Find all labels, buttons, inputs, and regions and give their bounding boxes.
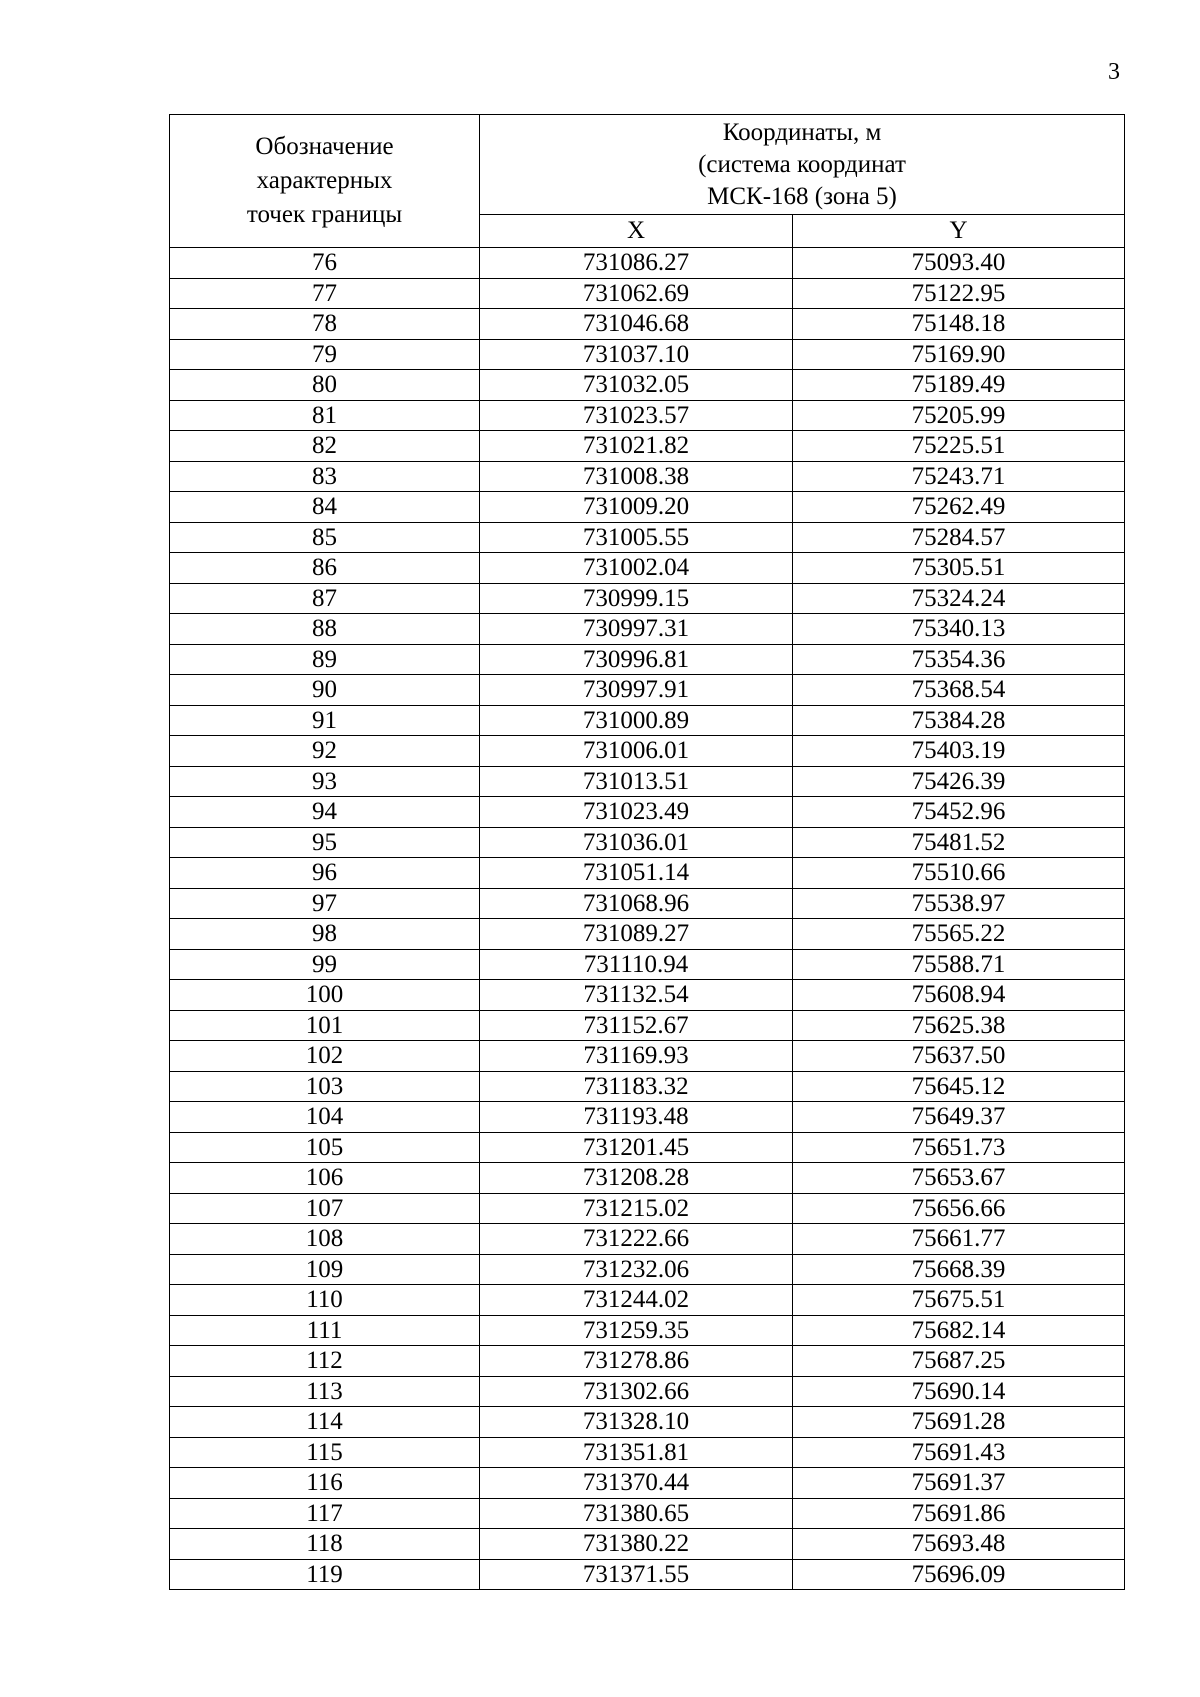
page-number: 3 — [1108, 59, 1120, 85]
point-number-cell: 106 — [170, 1163, 480, 1194]
y-coordinate-cell: 75122.95 — [793, 278, 1125, 309]
x-coordinate-cell: 731370.44 — [480, 1468, 793, 1499]
x-coordinate-cell: 731046.68 — [480, 309, 793, 340]
table-row — [170, 553, 1125, 584]
table-row — [170, 1071, 1125, 1102]
y-coordinate-cell: 75354.36 — [793, 644, 1125, 675]
table-row — [170, 614, 1125, 645]
point-number-cell: 78 — [170, 309, 480, 340]
y-coordinate-cell: 75324.24 — [793, 583, 1125, 614]
x-coordinate-cell: 731302.66 — [480, 1376, 793, 1407]
table-row — [170, 766, 1125, 797]
x-coordinate-cell: 730997.91 — [480, 675, 793, 706]
point-number-cell: 96 — [170, 858, 480, 889]
point-number-cell: 117 — [170, 1498, 480, 1529]
x-coordinate-cell: 731380.65 — [480, 1498, 793, 1529]
x-coordinate-cell: 731023.57 — [480, 400, 793, 431]
y-coordinate-cell: 75284.57 — [793, 522, 1125, 553]
y-coordinate-cell: 75656.66 — [793, 1193, 1125, 1224]
point-number-cell: 90 — [170, 675, 480, 706]
point-number-cell: 87 — [170, 583, 480, 614]
point-number-cell: 95 — [170, 827, 480, 858]
point-number-cell: 112 — [170, 1346, 480, 1377]
point-number-cell: 77 — [170, 278, 480, 309]
y-coordinate-cell: 75384.28 — [793, 705, 1125, 736]
point-number-cell: 93 — [170, 766, 480, 797]
y-coordinate-cell: 75169.90 — [793, 339, 1125, 370]
y-coordinate-cell: 75691.37 — [793, 1468, 1125, 1499]
y-coordinate-cell: 75693.48 — [793, 1529, 1125, 1560]
x-coordinate-cell: 731208.28 — [480, 1163, 793, 1194]
y-coordinate-cell: 75653.67 — [793, 1163, 1125, 1194]
point-number-cell: 98 — [170, 919, 480, 950]
table-row — [170, 1285, 1125, 1316]
x-coordinate-cell: 731008.38 — [480, 461, 793, 492]
y-coordinate-cell: 75538.97 — [793, 888, 1125, 919]
x-coordinate-cell: 731215.02 — [480, 1193, 793, 1224]
y-coordinate-cell: 75403.19 — [793, 736, 1125, 767]
table-row — [170, 1407, 1125, 1438]
coordinates-table — [169, 114, 1125, 1590]
table-row — [170, 1437, 1125, 1468]
x-coordinate-cell: 731244.02 — [480, 1285, 793, 1316]
x-coordinate-cell: 731193.48 — [480, 1102, 793, 1133]
point-number-cell: 99 — [170, 949, 480, 980]
point-number-cell: 88 — [170, 614, 480, 645]
table-row — [170, 1193, 1125, 1224]
x-coordinate-cell: 731183.32 — [480, 1071, 793, 1102]
point-number-cell: 86 — [170, 553, 480, 584]
x-coordinate-cell: 730996.81 — [480, 644, 793, 675]
table-row — [170, 736, 1125, 767]
x-coordinate-cell: 731013.51 — [480, 766, 793, 797]
designation-header-line: точек границы — [246, 201, 403, 228]
point-number-cell: 115 — [170, 1437, 480, 1468]
point-number-cell: 89 — [170, 644, 480, 675]
table-row — [170, 1346, 1125, 1377]
designation-header-line: характерных — [256, 167, 393, 194]
point-number-cell: 79 — [170, 339, 480, 370]
y-coordinate-cell: 75205.99 — [793, 400, 1125, 431]
x-coordinate-cell: 731371.55 — [480, 1559, 793, 1590]
y-coordinate-cell: 75696.09 — [793, 1559, 1125, 1590]
coordinates-header-line: МСК-168 (зона 5) — [707, 182, 897, 210]
y-coordinate-cell: 75675.51 — [793, 1285, 1125, 1316]
y-coordinate-cell: 75426.39 — [793, 766, 1125, 797]
y-coordinate-cell: 75668.39 — [793, 1254, 1125, 1285]
x-coordinate-cell: 731278.86 — [480, 1346, 793, 1377]
y-coordinate-cell: 75645.12 — [793, 1071, 1125, 1102]
x-coordinate-cell: 731021.82 — [480, 431, 793, 462]
point-number-cell: 83 — [170, 461, 480, 492]
x-coordinate-cell: 731068.96 — [480, 888, 793, 919]
table-row — [170, 797, 1125, 828]
x-coordinate-cell: 731006.01 — [480, 736, 793, 767]
point-number-cell: 114 — [170, 1407, 480, 1438]
x-coordinate-cell: 731222.66 — [480, 1224, 793, 1255]
point-number-cell: 113 — [170, 1376, 480, 1407]
point-number-cell: 84 — [170, 492, 480, 523]
y-coordinate-cell: 75093.40 — [793, 248, 1125, 279]
point-number-cell: 111 — [170, 1315, 480, 1346]
point-number-cell: 94 — [170, 797, 480, 828]
table-row — [170, 827, 1125, 858]
x-coordinate-cell: 730997.31 — [480, 614, 793, 645]
y-coordinate-cell: 75189.49 — [793, 370, 1125, 401]
y-coordinate-cell: 75368.54 — [793, 675, 1125, 706]
x-coordinate-cell: 731110.94 — [480, 949, 793, 980]
x-coordinate-cell: 731328.10 — [480, 1407, 793, 1438]
table-row — [170, 400, 1125, 431]
table-row — [170, 370, 1125, 401]
x-coordinate-cell: 731351.81 — [480, 1437, 793, 1468]
table-row — [170, 919, 1125, 950]
y-coordinate-cell: 75682.14 — [793, 1315, 1125, 1346]
y-coordinate-cell: 75481.52 — [793, 827, 1125, 858]
y-coordinate-cell: 75691.43 — [793, 1437, 1125, 1468]
x-coordinate-cell: 731132.54 — [480, 980, 793, 1011]
point-number-cell: 119 — [170, 1559, 480, 1590]
y-coordinate-cell: 75687.25 — [793, 1346, 1125, 1377]
point-number-cell: 82 — [170, 431, 480, 462]
y-coordinate-cell: 75305.51 — [793, 553, 1125, 584]
point-number-cell: 104 — [170, 1102, 480, 1133]
table-row — [170, 309, 1125, 340]
point-number-cell: 100 — [170, 980, 480, 1011]
y-coordinate-cell: 75340.13 — [793, 614, 1125, 645]
table-row — [170, 1163, 1125, 1194]
table-row — [170, 1559, 1125, 1590]
y-coordinate-cell: 75649.37 — [793, 1102, 1125, 1133]
point-number-cell: 110 — [170, 1285, 480, 1316]
x-coordinate-cell: 731232.06 — [480, 1254, 793, 1285]
table-header — [170, 115, 1125, 248]
y-coordinate-cell: 75608.94 — [793, 980, 1125, 1011]
table-body — [170, 248, 1125, 1590]
table-row — [170, 1041, 1125, 1072]
x-coordinate-cell: 731201.45 — [480, 1132, 793, 1163]
y-coordinate-cell: 75690.14 — [793, 1376, 1125, 1407]
table-row — [170, 1315, 1125, 1346]
point-number-cell: 109 — [170, 1254, 480, 1285]
point-number-cell: 103 — [170, 1071, 480, 1102]
table-row — [170, 339, 1125, 370]
x-coordinate-cell: 731086.27 — [480, 248, 793, 279]
point-number-cell: 92 — [170, 736, 480, 767]
point-number-cell: 116 — [170, 1468, 480, 1499]
point-number-cell: 108 — [170, 1224, 480, 1255]
x-coordinate-cell: 731051.14 — [480, 858, 793, 889]
table-row — [170, 1224, 1125, 1255]
point-number-cell: 101 — [170, 1010, 480, 1041]
y-coordinate-cell: 75262.49 — [793, 492, 1125, 523]
table-row — [170, 675, 1125, 706]
table-row — [170, 644, 1125, 675]
point-number-cell: 81 — [170, 400, 480, 431]
x-coordinate-cell: 731036.01 — [480, 827, 793, 858]
table-row — [170, 461, 1125, 492]
x-coordinate-cell: 730999.15 — [480, 583, 793, 614]
x-coordinate-cell: 731000.89 — [480, 705, 793, 736]
table-row — [170, 492, 1125, 523]
y-coordinate-cell: 75691.86 — [793, 1498, 1125, 1529]
x-coordinate-cell: 731380.22 — [480, 1529, 793, 1560]
table-row — [170, 1376, 1125, 1407]
y-coordinate-cell: 75661.77 — [793, 1224, 1125, 1255]
table-row — [170, 522, 1125, 553]
table-row — [170, 248, 1125, 279]
point-number-cell: 80 — [170, 370, 480, 401]
x-coordinate-cell: 731062.69 — [480, 278, 793, 309]
table-row — [170, 1498, 1125, 1529]
table-row — [170, 949, 1125, 980]
x-coordinate-cell: 731023.49 — [480, 797, 793, 828]
point-number-cell: 85 — [170, 522, 480, 553]
y-coordinate-cell: 75691.28 — [793, 1407, 1125, 1438]
y-column-header: Y — [793, 215, 1125, 248]
table-row — [170, 858, 1125, 889]
point-number-cell: 91 — [170, 705, 480, 736]
y-coordinate-cell: 75588.71 — [793, 949, 1125, 980]
y-coordinate-cell: 75225.51 — [793, 431, 1125, 462]
x-coordinate-cell: 731005.55 — [480, 522, 793, 553]
x-coordinate-cell: 731169.93 — [480, 1041, 793, 1072]
table-row — [170, 1529, 1125, 1560]
point-number-cell: 118 — [170, 1529, 480, 1560]
table-row — [170, 583, 1125, 614]
table-row — [170, 705, 1125, 736]
table-row — [170, 1468, 1125, 1499]
table-row — [170, 1254, 1125, 1285]
x-coordinate-cell: 731037.10 — [480, 339, 793, 370]
x-coordinate-cell: 731152.67 — [480, 1010, 793, 1041]
y-coordinate-cell: 75637.50 — [793, 1041, 1125, 1072]
y-coordinate-cell: 75565.22 — [793, 919, 1125, 950]
y-coordinate-cell: 75510.66 — [793, 858, 1125, 889]
point-number-cell: 102 — [170, 1041, 480, 1072]
table-row — [170, 1102, 1125, 1133]
x-coordinate-cell: 731009.20 — [480, 492, 793, 523]
table-row — [170, 980, 1125, 1011]
y-coordinate-cell: 75148.18 — [793, 309, 1125, 340]
x-coordinate-cell: 731002.04 — [480, 553, 793, 584]
y-coordinate-cell: 75243.71 — [793, 461, 1125, 492]
designation-header — [170, 115, 480, 248]
table-row — [170, 1010, 1125, 1041]
coordinates-header-line: (система координат — [698, 150, 906, 178]
x-column-header: X — [480, 215, 793, 248]
coordinates-header-line: Координаты, м — [722, 118, 882, 146]
designation-header-line: Обозначение — [255, 133, 394, 160]
point-number-cell: 107 — [170, 1193, 480, 1224]
coordinates-header — [480, 115, 1125, 215]
x-coordinate-cell: 731032.05 — [480, 370, 793, 401]
point-number-cell: 76 — [170, 248, 480, 279]
table-row — [170, 431, 1125, 462]
point-number-cell: 105 — [170, 1132, 480, 1163]
table-row — [170, 1132, 1125, 1163]
y-coordinate-cell: 75651.73 — [793, 1132, 1125, 1163]
y-coordinate-cell: 75452.96 — [793, 797, 1125, 828]
table-row — [170, 888, 1125, 919]
point-number-cell: 97 — [170, 888, 480, 919]
x-coordinate-cell: 731259.35 — [480, 1315, 793, 1346]
table-row — [170, 278, 1125, 309]
x-coordinate-cell: 731089.27 — [480, 919, 793, 950]
y-coordinate-cell: 75625.38 — [793, 1010, 1125, 1041]
